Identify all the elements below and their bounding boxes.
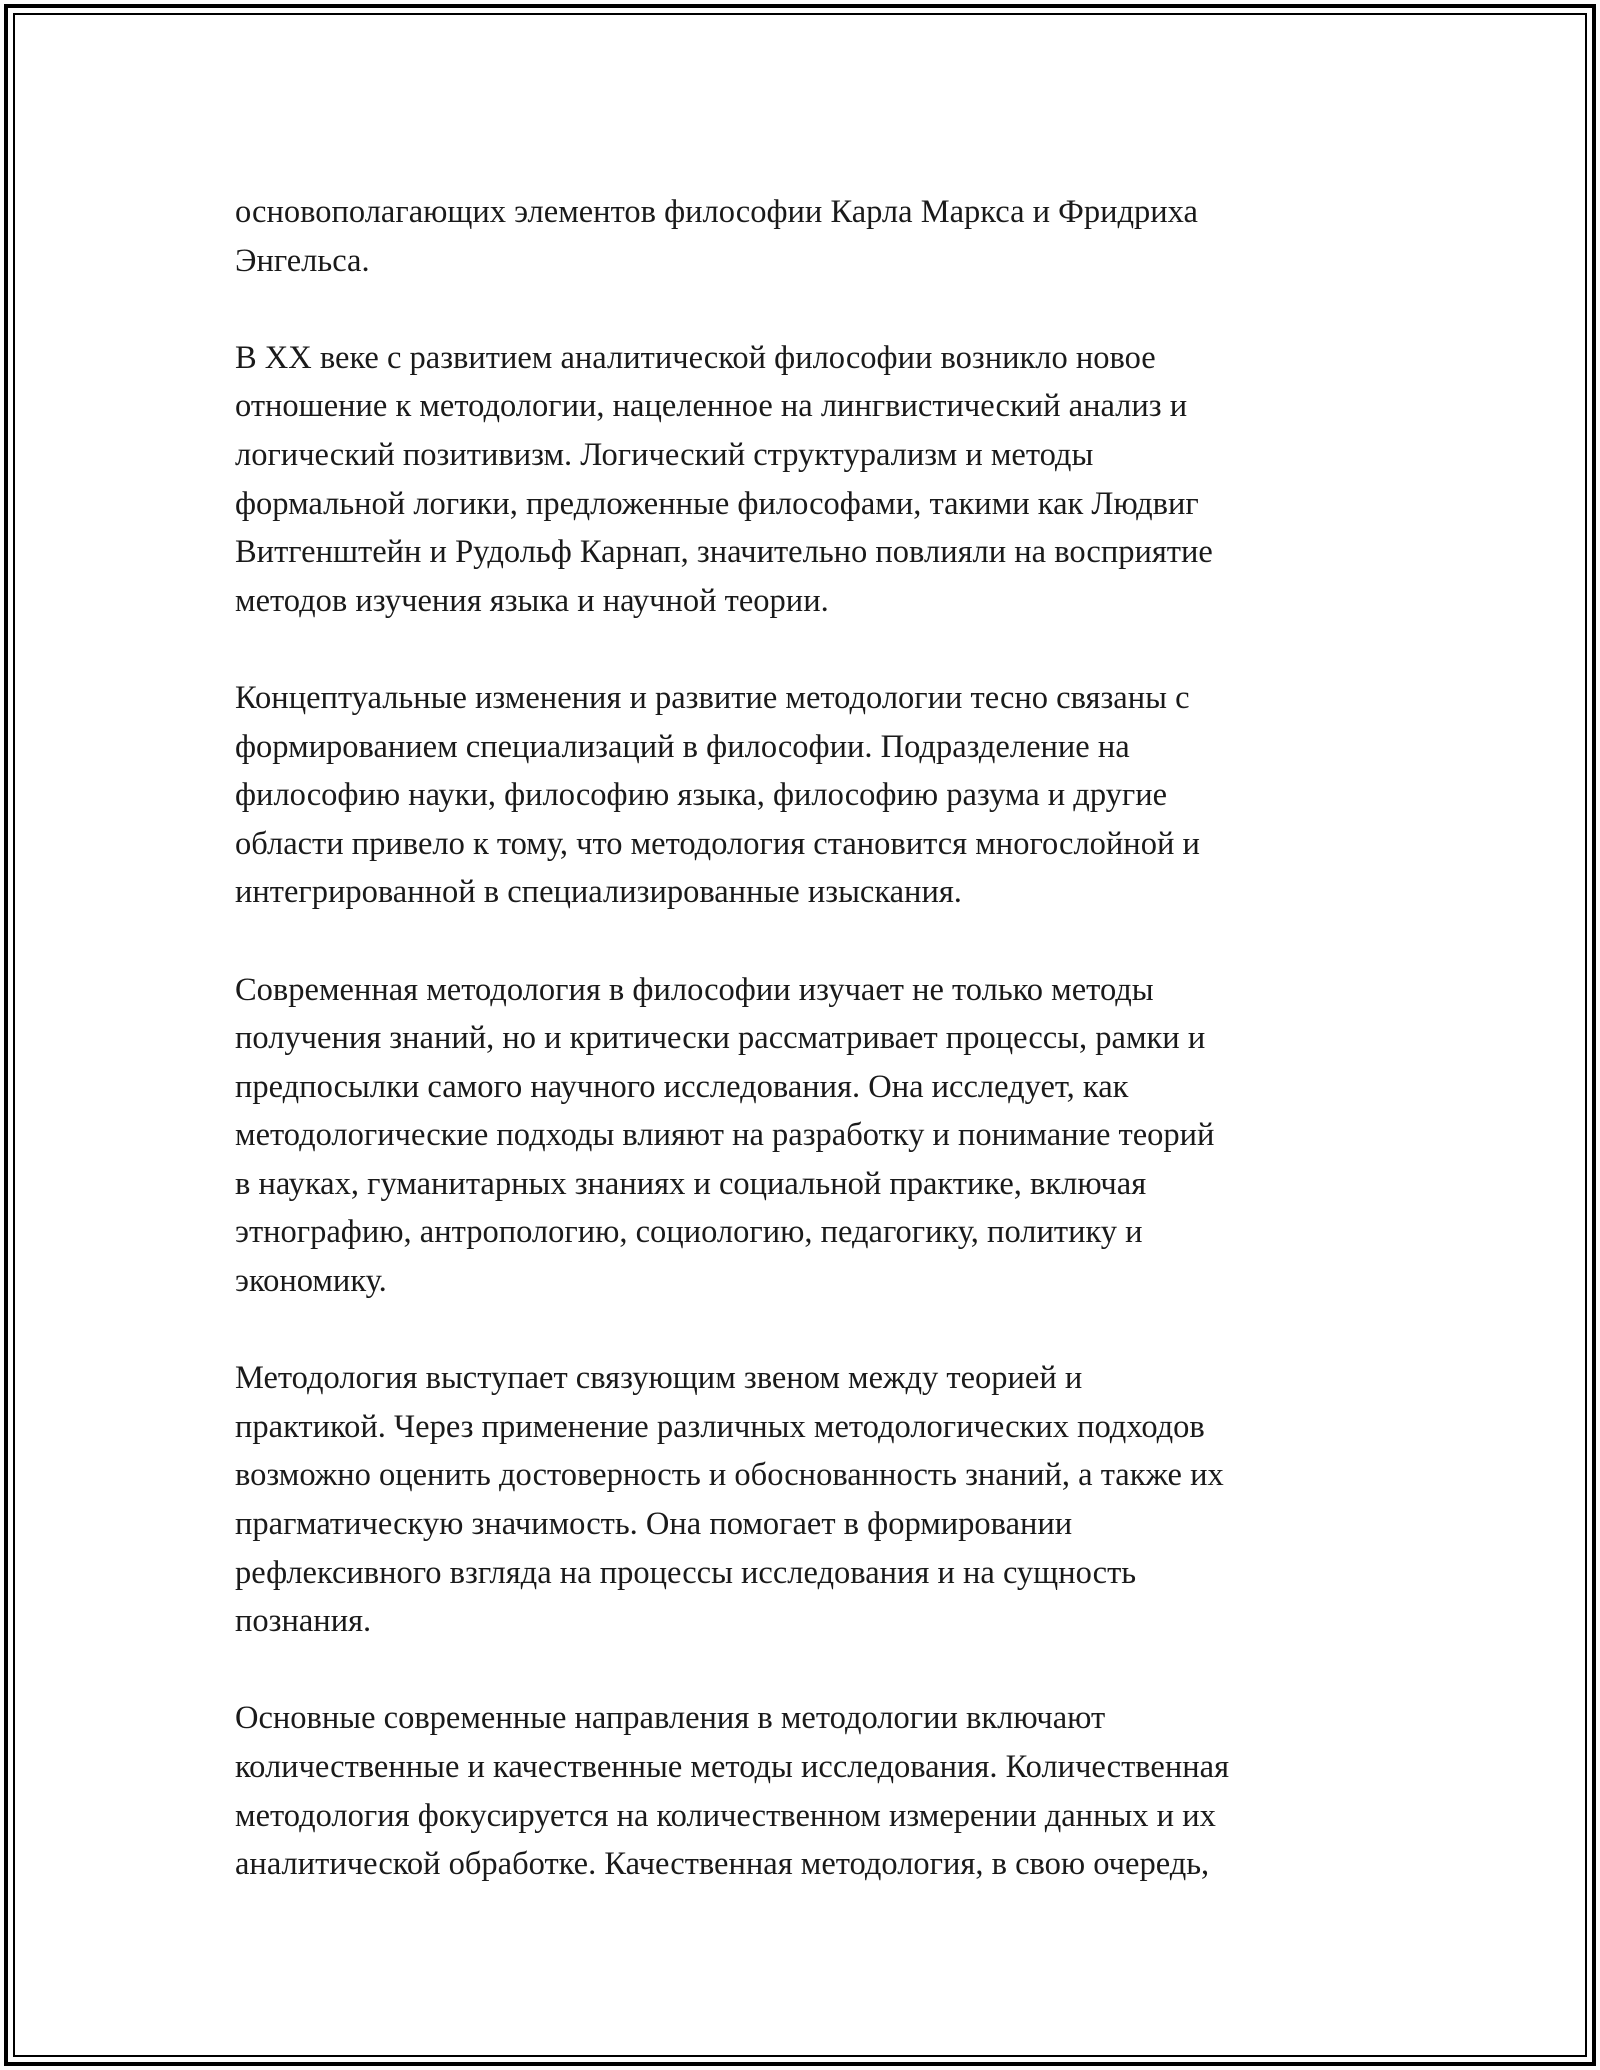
paragraph-2 — [235, 334, 1375, 626]
text-line: практикой. Через применение различных методологических подходов — [235, 1408, 1205, 1445]
text-line: методологические подходы влияют на разработку и понимание теорий — [235, 1117, 1215, 1154]
text-line: предпосылки самого научного исследования. Она исследует, как — [235, 1068, 1129, 1105]
paragraph-4 — [235, 966, 1375, 1306]
text-line: в науках, гуманитарных знаниях и социальной практике, включая — [235, 1165, 1147, 1202]
text-line: методов изучения языка и научной теории. — [235, 582, 829, 619]
text-line: рефлексивного взгляда на процессы исследования и на сущность — [235, 1554, 1137, 1591]
text-line: Основные современные направления в методологии включают — [235, 1700, 1106, 1737]
text-line: Концептуальные изменения и развитие методологии тесно связаны с — [235, 679, 1190, 716]
text-line: прагматическую значимость. Она помогает в формировании — [235, 1506, 1073, 1543]
text-line: получения знаний, но и критически рассматривает процессы, рамки и — [235, 1020, 1206, 1057]
text-line: методология фокусируется на количественном измерении данных и их — [235, 1797, 1216, 1834]
text-line: количественные и качественные методы исследования. Количественная — [235, 1749, 1230, 1785]
text-line: экономику. — [235, 1263, 387, 1300]
text-line: возможно оценить достоверность и обоснованность знаний, а также их — [235, 1457, 1224, 1494]
text-line: этнографию, антропологию, социологию, педагогику, политику и — [235, 1214, 1143, 1251]
text-line: философию науки, философию языка, философию разума и другие — [235, 777, 1168, 814]
text-line: Современная методология в философии изучает не только методы — [235, 971, 1154, 1008]
document-body — [235, 188, 1375, 1937]
paragraph-1 — [235, 188, 1375, 285]
text-line: основополагающих элементов философии Карла Маркса и Фридриха — [235, 194, 1198, 230]
text-line: интегрированной в специализированные изыскания. — [235, 874, 962, 911]
text-line: формированием специализаций в философии. Подразделение на — [235, 728, 1130, 765]
paragraph-5 — [235, 1354, 1375, 1646]
text-line: Витгенштейн и Рудольф Карнап, значительно повлияли на восприятие — [235, 534, 1213, 571]
text-line: Методология выступает связующим звеном между теорией и — [235, 1360, 1083, 1397]
paragraph-3 — [235, 674, 1375, 917]
text-line: В XX веке с развитием аналитической философии возникло новое — [235, 339, 1156, 376]
text-line: Энгельса. — [235, 242, 370, 279]
paragraph-6 — [235, 1694, 1375, 1888]
text-line: логический позитивизм. Логический структурализм и методы — [235, 436, 1094, 473]
text-line: области привело к тому, что методология становится многослойной и — [235, 825, 1200, 862]
text-line: познания. — [235, 1603, 372, 1640]
text-line: формальной логики, предложенные философами, такими как Людвиг — [235, 485, 1199, 522]
text-line: аналитической обработке. Качественная методология, в свою очередь, — [235, 1846, 1210, 1883]
text-line: отношение к методологии, нацеленное на лингвистический анализ и — [235, 388, 1188, 425]
